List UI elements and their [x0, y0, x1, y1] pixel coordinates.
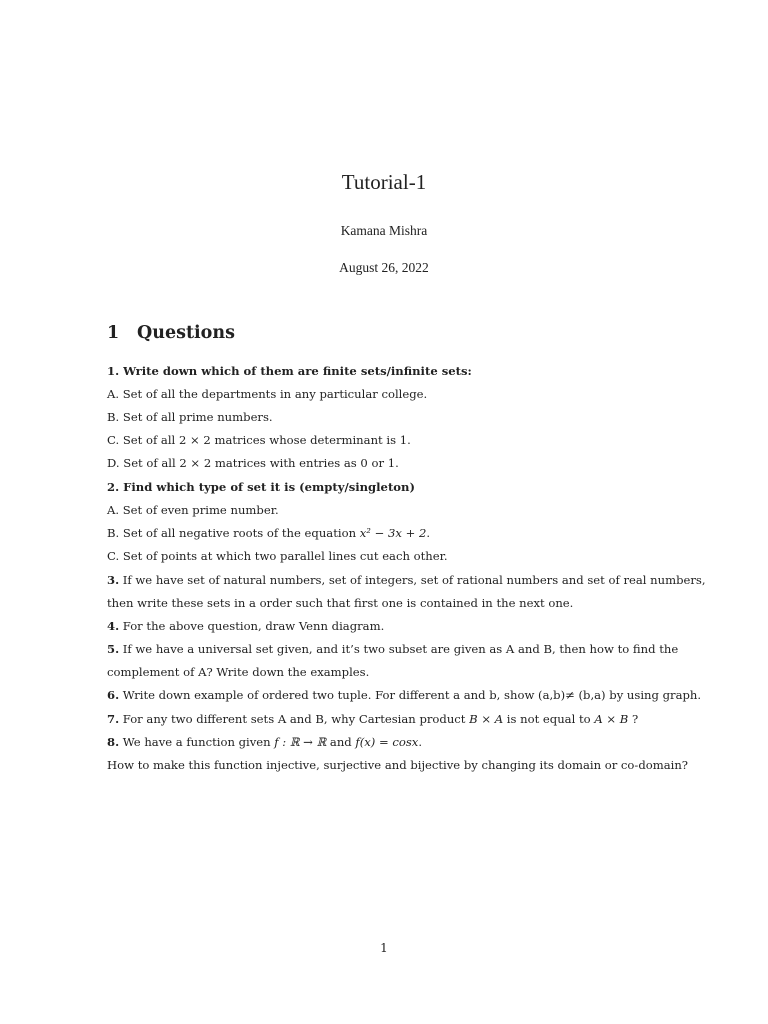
- question-4: [107, 619, 384, 633]
- author-name: Kamana Mishra: [340, 223, 428, 238]
- question-number: 3.: [107, 573, 120, 587]
- question-number: 6.: [107, 688, 120, 702]
- question-text: If we have set of natural numbers, set of integers, set of rational numbers and set of real numbers,: [122, 573, 706, 587]
- question-number: 5.: [107, 642, 120, 656]
- section-heading: [107, 323, 235, 343]
- option-text-end: .: [426, 526, 431, 540]
- question-text: Find which type of set it is (empty/singleton): [123, 480, 415, 494]
- question-2-option-b: [107, 526, 430, 540]
- question-text-end: ?: [628, 712, 639, 726]
- question-number: 4.: [107, 619, 120, 633]
- question-text-end: .: [418, 735, 423, 749]
- question-number: 1.: [107, 364, 120, 378]
- page-number: 1: [380, 941, 388, 955]
- question-7: [107, 712, 638, 726]
- question-5: [107, 642, 678, 656]
- question-2: [107, 480, 415, 494]
- question-number: 8.: [107, 735, 120, 749]
- option-text: B. Set of all negative roots of the equation: [107, 526, 360, 540]
- section-number: 1: [107, 323, 120, 343]
- question-text: Write down which of them are finite sets/infinite sets:: [123, 364, 472, 378]
- question-number: 7.: [107, 712, 120, 726]
- question-text: If we have a universal set given, and it’s two subset are given as A and B, then how to find the: [122, 642, 679, 656]
- question-text-mid: and: [326, 735, 356, 749]
- question-5-continuation: complement of A? Write down the examples.: [107, 665, 370, 679]
- question-8-continuation: How to make this function injective, surjective and bijective by changing its domain or co-domain?: [107, 758, 689, 772]
- math-expression: f(x) = cosx: [355, 735, 419, 749]
- question-8: [107, 735, 422, 749]
- question-1-option-d: D. Set of all 2 × 2 matrices with entries as 0 or 1.: [107, 456, 399, 470]
- question-2-option-c: C. Set of points at which two parallel lines cut each other.: [107, 549, 448, 563]
- question-1: [107, 364, 472, 378]
- question-text: For the above question, draw Venn diagram.: [122, 619, 385, 633]
- question-number: 2.: [107, 480, 120, 494]
- question-1-option-a: A. Set of all the departments in any particular college.: [107, 387, 428, 401]
- math-expression: A × B: [594, 712, 629, 726]
- question-text: For any two different sets A and B, why Cartesian product: [122, 712, 470, 726]
- document-title: Tutorial-1: [341, 170, 427, 194]
- question-3: [107, 573, 706, 587]
- question-text: We have a function given: [122, 735, 275, 749]
- question-2-option-a: A. Set of even prime number.: [107, 503, 279, 517]
- section-title: Questions: [137, 323, 235, 343]
- question-3-continuation: then write these sets in a order such that first one is contained in the next one.: [107, 596, 574, 610]
- math-expression: f : ℝ → ℝ: [274, 735, 327, 749]
- question-text-mid: is not equal to: [503, 712, 595, 726]
- question-1-option-c: C. Set of all 2 × 2 matrices whose determinant is 1.: [107, 433, 411, 447]
- question-1-option-b: B. Set of all prime numbers.: [107, 410, 273, 424]
- equation: x² − 3x + 2: [359, 526, 427, 540]
- document-date: August 26, 2022: [339, 260, 429, 275]
- math-expression: B × A: [469, 712, 504, 726]
- question-6: [107, 688, 701, 702]
- question-text: Write down example of ordered two tuple. For different a and b, show (a,b)≠ (b,a) by using graph.: [122, 688, 702, 702]
